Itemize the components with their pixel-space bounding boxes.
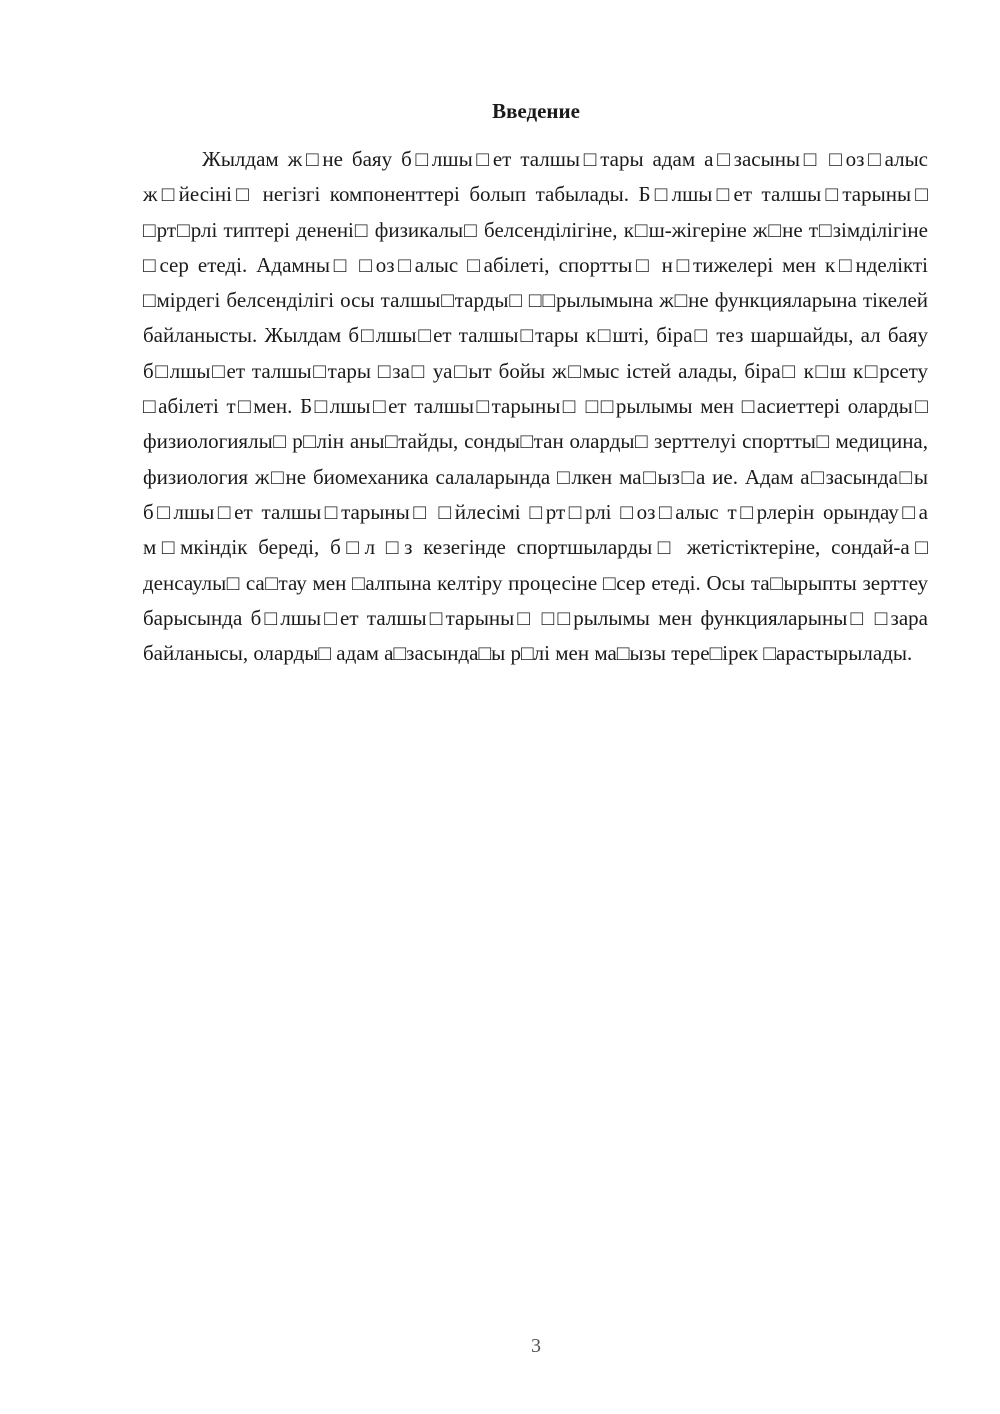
body-paragraph: Жылдам ж□не баяу б□лшы□ет талшы□тары адам а□засыны□ □оз□алыс ж□йесіні□ негізгі компоненттері болып табылады. Б□лшы□ет талшы□тарыны□ □рт□рлі типтері денені□ физикалы□ белсенділігіне, к□ш-жігеріне ж□не т□зімділігіне □сер етеді. Адамны□ □оз□алыс □абілеті, спортты□ н□тижелері мен к□нделікті □мірдегі белсенділігі осы талшы□тарды□ □□рылымына ж□не функцияларына тікелей байланысты. Жылдам б□лшы□ет талшы□тары к□шті, біра□ тез шаршайды, ал баяу б□лшы□ет талшы□тары □за□ уа□ыт бойы ж□мыс істей алады, біра□ к□ш к□рсету □абілеті т□мен. Б□лшы□ет талшы□тарыны□ □□рылымы мен □асиеттері оларды□ физиологиялы□ р□лін аны□тайды, сонды□тан оларды□ зерттелуі спортты□ медицина, физиология ж□не биомеханика салаларында □лкен ма□ыз□а ие. Адам а□засында□ы б□лшы□ет талшы□тарыны□ □йлесімі □рт□рлі □оз□алыс т□рлерін орындау□а м□мкіндік береді, б□л □з кезегінде спортшыларды□ жетістіктеріне, сондай-а□ денсаулы□ са□тау мен □алпына келтіру процесіне □сер етеді. Осы та□ырыпты зерттеу барысында б□лшы□ет талшы□тарыны□ □□рылымы мен функцияларыны□ □зара байланысы, оларды□ адам а□засында□ы р□лі мен ма□ызы тере□ірек □арастырылады. [143,147,928,666]
page-number: 3 [531,1335,541,1357]
page-title: Введение [492,99,580,123]
